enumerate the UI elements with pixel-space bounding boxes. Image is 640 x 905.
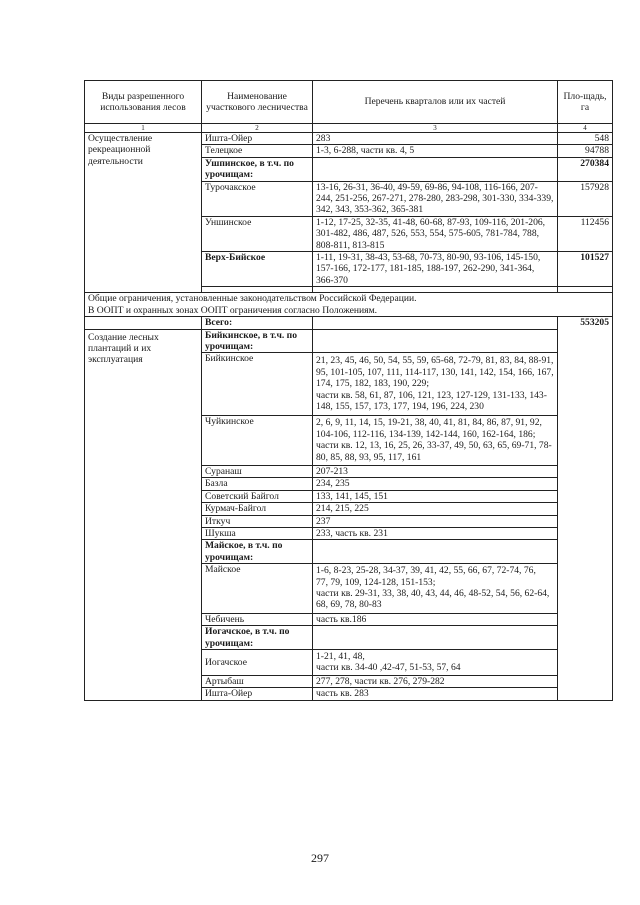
restrictions-note <box>85 293 613 317</box>
total-area: 553205 <box>558 317 613 701</box>
area-value: 101527 <box>558 252 613 287</box>
table-row <box>85 317 613 329</box>
quarters-list: 283 <box>313 133 558 145</box>
forestry-name: Чуйкинское <box>202 416 313 466</box>
quarters-list: 277, 278, части кв. 276, 279-282 <box>313 675 558 687</box>
header-col-forestry: Наименование участкового лесничества <box>202 81 313 124</box>
column-number: 2 <box>202 124 313 133</box>
use-type-cell: Осуществление рекреационной деятельности <box>85 133 202 293</box>
quarters-list: 234, 235 <box>313 478 558 490</box>
quarters-list: 13-16, 26-31, 36-40, 49-59, 69-86, 94-108, 116-166, 207-244, 251-256, 267-271, 278-280, 283-298, 301-330, 334-339, 342, 343, 353-362, 365-381 <box>313 181 558 216</box>
quarters-list: часть кв.186 <box>313 613 558 625</box>
quarters-line: 1-21, 41, 48, <box>316 651 365 663</box>
forestry-name: Советский Байгол <box>202 490 313 502</box>
area-value: 270384 <box>558 157 613 181</box>
forestry-name: Суранаш <box>202 465 313 477</box>
quarters-list: 1-12, 17-25, 32-35, 41-48, 60-68, 87-93, 109-116, 201-206, 301-482, 486, 487, 526, 553, 554, 575-605, 781-784, 788, 808-811, 813-815 <box>313 216 558 251</box>
area-value: 112456 <box>558 216 613 251</box>
page-number: 297 <box>311 851 329 865</box>
empty-cell <box>85 317 202 329</box>
forestry-name: Чебичень <box>202 613 313 625</box>
forestry-name: Иогачское <box>202 650 313 676</box>
restrictions-line: Общие ограничения, установленные законодательством Российской Федерации. <box>88 293 417 305</box>
table-row <box>85 329 613 353</box>
quarters-line: части кв. 34-40 ,42-47, 51-53, 57, 64 <box>316 662 461 674</box>
quarters-line: 21, 23, 45, 46, 50, 54, 55, 59, 65-68, 72-79, 81, 83, 84, 88-91, 95, 101-105, 107, 111, 114-117, 130, 141, 142, 154, 166, 167, 174, 175, 182, 183, 190, 229; <box>316 355 554 390</box>
table-row <box>85 133 613 145</box>
restrictions-row <box>85 293 613 317</box>
forestry-name: Артыбаш <box>202 675 313 687</box>
quarters-list: 214, 215, 225 <box>313 503 558 515</box>
column-number: 4 <box>558 124 613 133</box>
column-number: 1 <box>85 124 202 133</box>
forestry-name: Иткуч <box>202 515 313 527</box>
use-type-cell: Создание лесных плантаций и их эксплуатация <box>85 329 202 700</box>
quarters-list <box>313 157 558 181</box>
quarters-list <box>313 353 558 416</box>
quarters-list: 207-213 <box>313 465 558 477</box>
area-value: 94788 <box>558 145 613 157</box>
total-label: Всего: <box>202 317 313 329</box>
forestry-name: Турочакское <box>202 181 313 216</box>
quarters-list <box>313 650 558 676</box>
empty-cell <box>313 540 558 564</box>
empty-cell <box>313 626 558 650</box>
quarters-line: части кв. 12, 13, 16, 25, 26, 33-37, 49, 50, 63, 65, 69-71, 78-80, 85, 88, 93, 95, 117, 161 <box>316 440 552 463</box>
area-value: 548 <box>558 133 613 145</box>
header-col-quarters: Перечень кварталов или их частей <box>313 81 558 124</box>
forestry-name: Бийкинское <box>202 353 313 416</box>
quarters-list: 233, часть кв. 231 <box>313 528 558 540</box>
quarters-list: 133, 141, 145, 151 <box>313 490 558 502</box>
forestry-name: Телецкое <box>202 145 313 157</box>
header-row <box>85 81 613 124</box>
quarters-list <box>313 416 558 466</box>
quarters-line: части кв. 58, 61, 87, 106, 121, 123, 127-129, 131-133, 143-148, 155, 157, 173, 177, 194, 196, 224, 230 <box>316 389 547 412</box>
quarters-line: 2, 6, 9, 11, 14, 15, 19-21, 38, 40, 41, 81, 84, 86, 87, 91, 92, 104-106, 112-116, 134-139, 142-144, 160, 162-164, 186; <box>316 417 542 440</box>
quarters-list: 1-3, 6-288, части кв. 4, 5 <box>313 145 558 157</box>
restrictions-line: В ООПТ и охранных зонах ООПТ ограничения согласно Положениям. <box>88 304 378 316</box>
forestry-group-name: Майское, в т.ч. по урочищам: <box>202 540 313 564</box>
quarters-list: 1-11, 19-31, 38-43, 53-68, 70-73, 80-90, 93-106, 145-150, 157-166, 172-177, 181-185, 188-197, 262-290, 341-364, 366-370 <box>313 252 558 287</box>
quarters-line: 1-6, 8-23, 25-28, 34-37, 39, 41, 42, 55, 66, 67, 72-74, 76, <box>316 565 536 577</box>
column-number: 3 <box>313 124 558 133</box>
column-number-row <box>85 124 613 133</box>
forestry-group-name: Иогачское, в т.ч. по урочищам: <box>202 626 313 650</box>
forest-use-table <box>84 80 613 701</box>
header-col-use-type: Виды разрешенного использования лесов <box>85 81 202 124</box>
empty-cell <box>313 317 558 329</box>
empty-cell <box>313 329 558 353</box>
quarters-list: часть кв. 283 <box>313 688 558 700</box>
forestry-name: Уншинское <box>202 216 313 251</box>
quarters-list <box>313 564 558 614</box>
area-value: 157928 <box>558 181 613 216</box>
forestry-name: Ишта-Ойер <box>202 688 313 700</box>
forestry-name: Майское <box>202 564 313 614</box>
forestry-name: Шукша <box>202 528 313 540</box>
quarters-line: 77, 79, 109, 124-128, 151-153; <box>316 576 436 588</box>
forestry-group-name: Ушпинское, в т.ч. по урочищам: <box>202 157 313 181</box>
header-col-area: Пло-щадь, га <box>558 81 613 124</box>
forestry-name: Курмач-Байгол <box>202 503 313 515</box>
forestry-group-name: Бийкинское, в т.ч. по урочищам: <box>202 329 313 353</box>
forestry-group-name: Верх-Бийское <box>202 252 313 287</box>
quarters-list: 237 <box>313 515 558 527</box>
quarters-line: части кв. 29-31, 33, 38, 40, 43, 44, 46, 48-52, 54, 56, 62-64, 68, 69, 78, 80-83 <box>316 588 550 611</box>
forestry-name: Базла <box>202 478 313 490</box>
forestry-name: Ишта-Ойер <box>202 133 313 145</box>
